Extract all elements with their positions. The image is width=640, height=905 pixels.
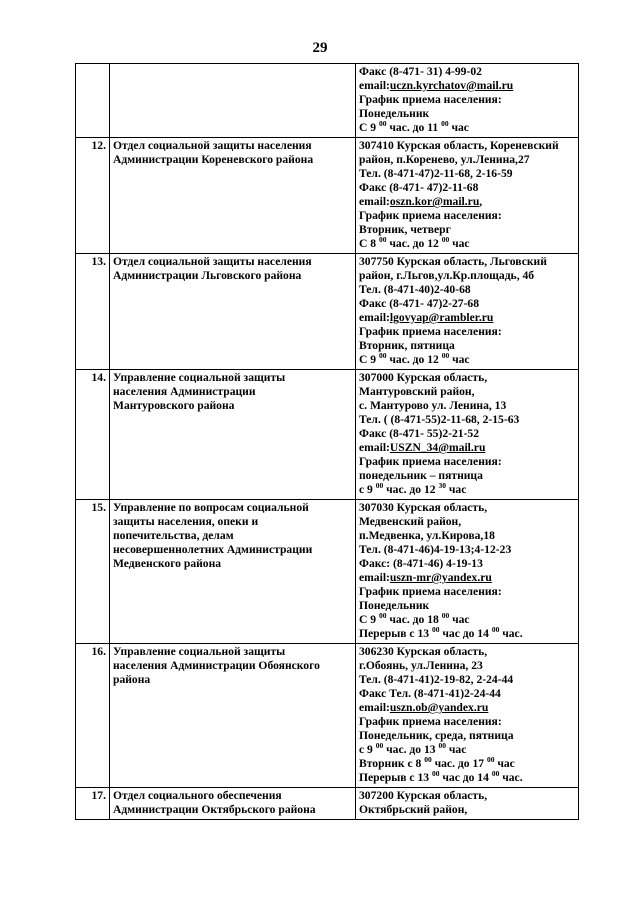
contact-line: Тел. (8-471-41)2-19-82, 2-24-44 (359, 673, 514, 686)
contact-info-cell (356, 254, 579, 370)
row-number: 14. (76, 370, 110, 500)
contact-line: 307030 Курская область, (359, 501, 488, 514)
contact-info-cell (356, 788, 579, 820)
schedule-hours (359, 353, 575, 367)
contact-line: с. Мантурово ул. Ленина, 13 (359, 399, 507, 412)
hours-text: Перерыв с 13 (359, 627, 432, 640)
contact-info-cell (356, 64, 579, 138)
table-row (76, 64, 579, 138)
email-line (359, 79, 575, 93)
contact-line: район, п.Коренево, ул.Ленина,27 (359, 153, 530, 166)
schedule-hours (359, 743, 575, 757)
schedule-title: График приема населения: (359, 455, 502, 468)
schedule-hours (359, 483, 575, 497)
hours-text: с 9 (359, 743, 376, 756)
hours-text: час. до 12 (386, 237, 442, 250)
office-name-line: района (113, 673, 151, 686)
hours-text: час (449, 613, 470, 626)
hours-text: час (448, 121, 469, 134)
email-prefix: email: (359, 441, 390, 454)
schedule-days: Вторник, пятница (359, 339, 455, 352)
office-name-cell (110, 500, 356, 644)
hours-text: час. до 12 (383, 483, 439, 496)
office-name-line: Отдел социального обеспечения (113, 789, 282, 802)
office-name-cell (110, 254, 356, 370)
contact-line: Тел. (8-471-46)4-19-13;4-12-23 (359, 543, 512, 556)
minutes-superscript: 00 (491, 625, 500, 634)
schedule-days: Понедельник (359, 599, 430, 612)
hours-text: С 9 (359, 613, 379, 626)
minutes-superscript: 00 (491, 769, 500, 778)
minutes-superscript: 00 (438, 741, 446, 750)
contact-line: 307200 Курская область, (359, 789, 488, 802)
email-link[interactable]: uszn.ob@yandex.ru (389, 701, 489, 714)
contact-line: г.Обоянь, ул.Ленина, 23 (359, 659, 483, 672)
contact-line: Факс (8-471- 47)2-27-68 (359, 297, 480, 310)
contact-line: Медвенский район, (359, 515, 462, 528)
office-name-line: несовершеннолетних Администрации (113, 543, 313, 556)
email-line (359, 311, 575, 325)
hours-text: час (449, 237, 470, 250)
office-name-line: Мантуровского района (113, 399, 235, 412)
minutes-superscript: 00 (441, 611, 450, 620)
contact-line: 307750 Курская область, Льговский (359, 255, 547, 268)
email-link[interactable]: lgovyap@rambler.ru (389, 311, 494, 324)
office-name-line: Управление социальной защиты (113, 645, 286, 658)
contact-line: 306230 Курская область, (359, 645, 488, 658)
table-row (76, 254, 579, 370)
email-suffix: , (479, 195, 483, 208)
email-line (359, 571, 575, 585)
contact-line: Тел. (8-471-47)2-11-68, 2-16-59 (359, 167, 513, 180)
hours-text: час (449, 353, 470, 366)
minutes-superscript: 00 (375, 741, 384, 750)
office-name-line: попечительства, делам (113, 529, 234, 542)
hours-text: час. до 17 (431, 757, 487, 770)
row-number: 17. (76, 788, 110, 820)
row-number: 15. (76, 500, 110, 644)
email-link[interactable]: oszn.kor@mail.ru (389, 195, 480, 208)
office-name-cell (110, 788, 356, 820)
minutes-superscript: 00 (431, 769, 440, 778)
schedule-hours (359, 613, 575, 627)
minutes-superscript: 00 (441, 351, 450, 360)
contact-line: Октябрьский район, (359, 803, 468, 816)
contact-line: Факс Тел. (8-471-41)2-24-44 (359, 687, 501, 700)
schedule-title: График приема населения: (359, 93, 502, 106)
row-number: 16. (76, 644, 110, 788)
email-link[interactable]: uszn-mr@yandex.ru (389, 571, 492, 584)
row-number: 12. (76, 138, 110, 254)
table-row (76, 138, 579, 254)
minutes-superscript: 00 (375, 481, 384, 490)
office-name-cell (110, 138, 356, 254)
hours-text: С 9 (359, 353, 379, 366)
contact-info-cell (356, 500, 579, 644)
table-row (76, 500, 579, 644)
email-prefix: email: (359, 571, 390, 584)
hours-text: С 8 (359, 237, 379, 250)
office-name-line: Отдел социальной защиты населения (113, 255, 312, 268)
table-row (76, 788, 579, 820)
row-number (76, 64, 110, 138)
hours-text: час. до 18 (386, 613, 442, 626)
schedule-title: График приема населения: (359, 209, 502, 222)
minutes-superscript: 00 (378, 119, 387, 128)
contact-info-cell (356, 370, 579, 500)
table-row (76, 370, 579, 500)
hours-text: Перерыв с 13 (359, 771, 432, 784)
hours-text: час (494, 757, 515, 770)
hours-text: час (445, 483, 467, 496)
schedule-title: График приема населения: (359, 585, 502, 598)
schedule-hours (359, 121, 575, 135)
contact-line: Факс (8-471- 31) 4-99-02 (359, 65, 482, 78)
contact-line: Факс (8-471- 55)2-21-52 (359, 427, 480, 440)
row-number: 13. (76, 254, 110, 370)
schedule-days: Понедельник (359, 107, 430, 120)
hours-text: С 9 (359, 121, 379, 134)
contact-info-cell (356, 138, 579, 254)
hours-text: Вторник с 8 (359, 757, 425, 770)
email-link[interactable]: USZN_34@mail.ru (389, 441, 486, 454)
email-line (359, 441, 575, 455)
schedule-days: понедельник – пятница (359, 469, 483, 482)
schedule-days: Понедельник, среда, пятница (359, 729, 514, 742)
contact-line: Факс: (8-471-46) 4-19-13 (359, 557, 483, 570)
minutes-superscript: 00 (378, 611, 387, 620)
contact-line: п.Медвенка, ул.Кирова,18 (359, 529, 495, 542)
minutes-superscript: 00 (378, 235, 387, 244)
minutes-superscript: 00 (486, 755, 495, 764)
office-name-line: Администрации Кореневского района (113, 153, 314, 166)
hours-text: час. (499, 771, 523, 784)
hours-text: час. (499, 627, 523, 640)
office-name-line: Отдел социальной защиты населения (113, 139, 312, 152)
schedule-days: Вторник, четверг (359, 223, 451, 236)
offices-table (75, 63, 579, 820)
hours-text: час до 14 (439, 627, 492, 640)
schedule-title: График приема населения: (359, 325, 502, 338)
office-name-line: населения Администрации Обоянского (113, 659, 320, 672)
email-prefix: email: (359, 195, 390, 208)
hours-text: с 9 (359, 483, 376, 496)
minutes-superscript: 00 (431, 625, 440, 634)
minutes-superscript: 00 (378, 351, 387, 360)
hours-text: час. до 11 (386, 121, 442, 134)
page-number: 29 (312, 40, 328, 56)
office-name-line: защиты населения, опеки и (113, 515, 259, 528)
contact-info-cell (356, 644, 579, 788)
table-row (76, 644, 579, 788)
office-name-line: Управление социальной защиты (113, 371, 286, 384)
office-name-line: населения Администрации (113, 385, 256, 398)
hours-text: час. до 13 (383, 743, 439, 756)
minutes-superscript: 30 (438, 481, 446, 490)
schedule-hours (359, 237, 575, 251)
contact-line: 307000 Курская область, (359, 371, 488, 384)
minutes-superscript: 00 (441, 119, 449, 128)
minutes-superscript: 00 (424, 755, 432, 764)
hours-text: час. до 12 (386, 353, 442, 366)
schedule-title: График приема населения: (359, 715, 502, 728)
contact-line: 307410 Курская область, Кореневский (359, 139, 559, 152)
office-name-line: Управление по вопросам социальной (113, 501, 309, 514)
email-prefix: email: (359, 79, 390, 92)
email-prefix: email: (359, 701, 390, 714)
hours-text: час (445, 743, 467, 756)
contact-line: район, г.Льгов,ул.Кр.площадь, 4б (359, 269, 535, 282)
email-prefix: email: (359, 311, 390, 324)
email-link[interactable]: uczn.kyrchatov@mail.ru (389, 79, 514, 92)
contact-line: Тел. ( (8-471-55)2-11-68, 2-15-63 (359, 413, 520, 426)
schedule-hours (359, 627, 575, 641)
email-line (359, 195, 575, 209)
contact-line: Мантуровский район, (359, 385, 475, 398)
contact-line: Тел. (8-471-40)2-40-68 (359, 283, 471, 296)
office-name-line: Администрации Октябрьского района (113, 803, 316, 816)
office-name-cell (110, 644, 356, 788)
office-name-line: Администрации Льговского района (113, 269, 302, 282)
office-name-cell (110, 64, 356, 138)
email-line (359, 701, 575, 715)
contact-line: Факс (8-471- 47)2-11-68 (359, 181, 479, 194)
hours-text: час до 14 (439, 771, 492, 784)
schedule-hours (359, 771, 575, 785)
schedule-hours (359, 757, 575, 771)
minutes-superscript: 00 (441, 235, 450, 244)
office-name-line: Медвенского района (113, 557, 222, 570)
office-name-cell (110, 370, 356, 500)
